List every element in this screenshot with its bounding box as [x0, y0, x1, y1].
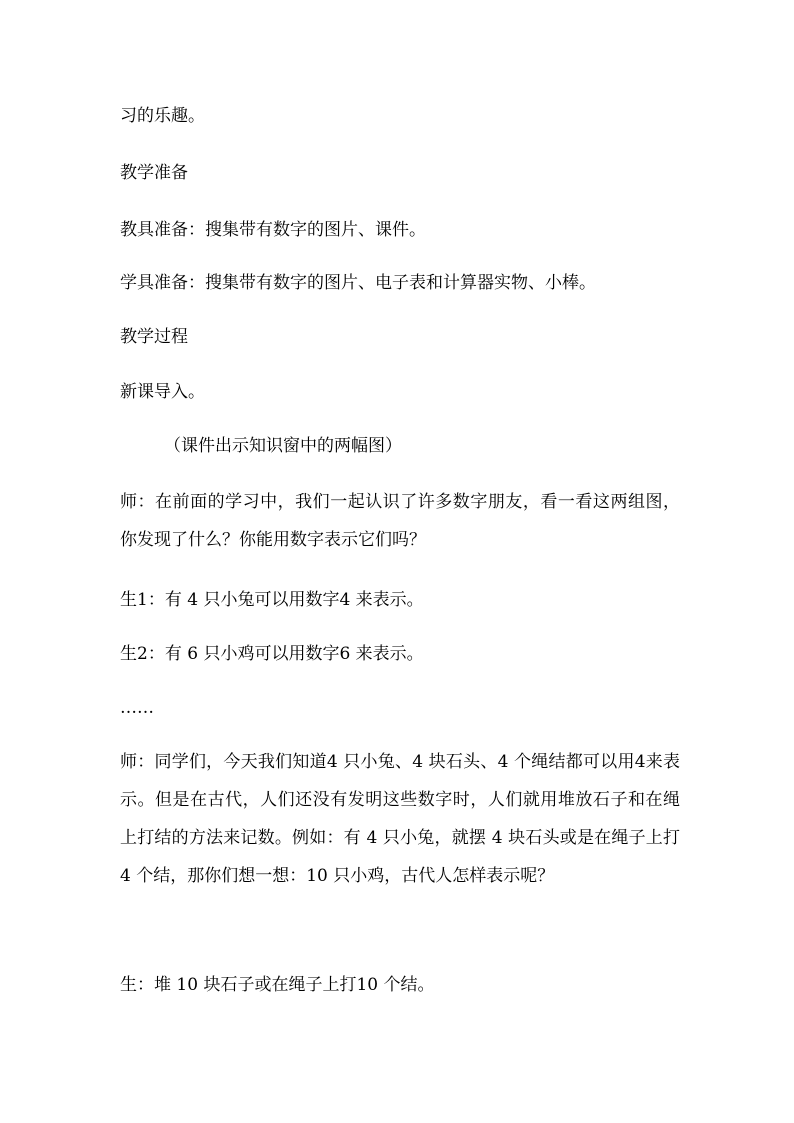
paragraph-student-materials: 学具准备：搜集带有数字的图片、电子表和计算器实物、小棒。 [120, 273, 596, 293]
paragraph-new-lesson-intro: 新课导入。 [120, 382, 205, 402]
paragraph-teacher-question: 师：在前面的学习中，我们一起认识了许多数字朋友，看一看这两组图，你发现了什么？你能用数字表示它们吗？ [120, 492, 680, 550]
paragraph-continuation: 习的乐趣。 [120, 106, 205, 126]
paragraph-teacher-materials: 教具准备：搜集带有数字的图片、课件。 [120, 220, 426, 240]
heading-teaching-preparation: 教学准备 [120, 163, 188, 183]
paragraph-courseware-note: （课件出示知识窗中的两幅图） [164, 436, 402, 456]
paragraph-student-1: 生1：有 4 只小兔可以用数字4 来表示。 [120, 590, 424, 610]
paragraph-student-2: 生2：有 6 只小鸡可以用数字6 来表示。 [120, 644, 424, 664]
paragraph-teacher-explanation: 师：同学们，今天我们知道4 只小兔、4 块石头、4 个绳结都可以用4来表示。但是在古代，人们还没有发明这些数字时，人们就用堆放石子和在绳上打结的方法来记数。例如：有 4 只小兔，就摆 4 块石头或是在绳子上打 4 个结，那你们想一想：10 只小鸡，古代人怎样表示呢？ [120, 752, 680, 886]
heading-teaching-process: 教学过程 [120, 327, 188, 347]
paragraph-ellipsis: …… [120, 698, 154, 718]
paragraph-student-answer: 生：堆 10 块石子或在绳子上打10 个结。 [120, 975, 435, 995]
